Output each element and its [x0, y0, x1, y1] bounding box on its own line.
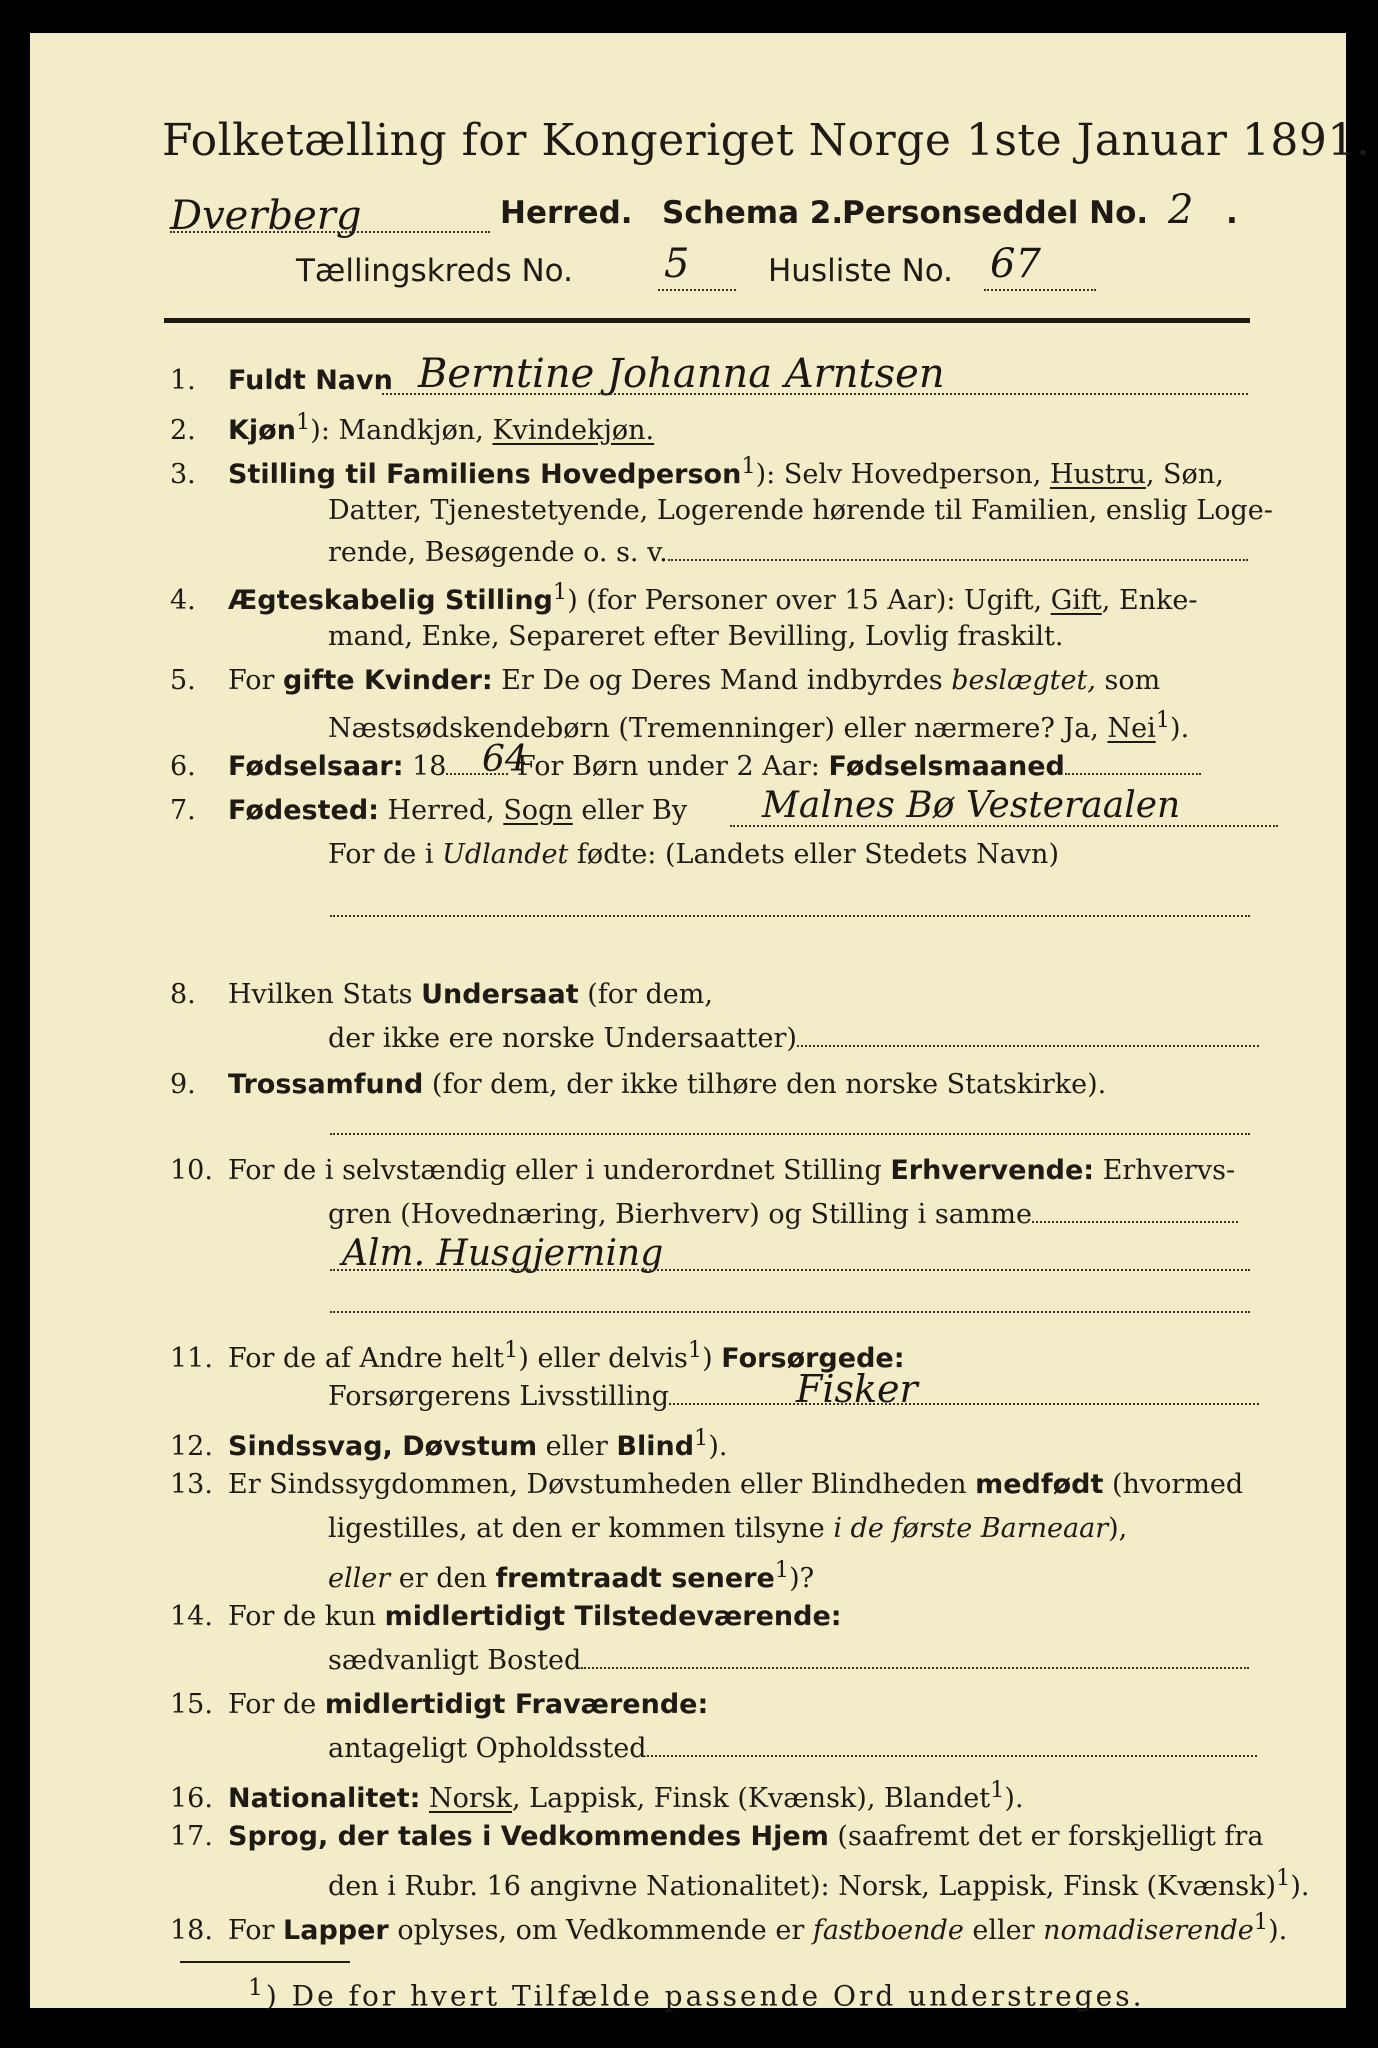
q6-text: For Børn under 2 Aar: [508, 751, 829, 782]
q5-number: 5. [170, 665, 196, 696]
q3-dotted-line [668, 539, 1248, 561]
taellingskreds-value: 5 [664, 241, 690, 287]
q12-text-b: ). [708, 1431, 728, 1462]
q18-number: 18. [170, 1915, 213, 1946]
q1-value: Berntine Johanna Arntsen [418, 351, 945, 397]
q4-label: Ægteskabelig Stilling [228, 585, 553, 616]
q3-row [170, 453, 1224, 490]
q17-line2 [328, 1865, 1310, 1902]
taellingskreds-dotted-line [658, 289, 736, 291]
q16-text-b: ). [1004, 1783, 1024, 1814]
q1-dotted-line [382, 393, 1248, 395]
q12-row [170, 1425, 728, 1462]
q2-underlined-answer: Kvindekjøn. [492, 415, 655, 446]
q10-line2 [328, 1199, 1238, 1230]
schema-label: Schema 2. [662, 195, 844, 231]
form-title: Folketælling for Kongeriget Norge 1ste Januar 1891. [162, 115, 1371, 166]
q11-line2 [328, 1381, 1259, 1412]
q14-row [170, 1601, 842, 1632]
q5-text-b: Er De og Deres Mand indbyrdes [492, 665, 952, 696]
q13-line2 [328, 1513, 1127, 1544]
q8-text-b: (for dem, [578, 979, 713, 1010]
q11-text: For de af Andre helt [228, 1343, 505, 1374]
q12-label: Sindssvag, Døvstum [228, 1431, 538, 1462]
q18-text-c: eller [963, 1915, 1044, 1946]
q11-label: Forsørgede: [721, 1343, 905, 1374]
q7-text: Herred, [378, 795, 504, 826]
q9-number: 9. [170, 1069, 196, 1100]
q2-row [170, 409, 654, 446]
q11-footnote-ref-b: 1 [687, 1337, 703, 1363]
q6-year-prefix: 18 [412, 751, 447, 782]
q14-line2-text: sædvanligt Bosted [328, 1645, 582, 1676]
q11-number: 11. [170, 1343, 213, 1374]
q7-number: 7. [170, 795, 196, 826]
q18-footnote-ref: 1 [1253, 1909, 1269, 1935]
q16-underlined-answer: Norsk [429, 1783, 513, 1814]
q3-text: ): Selv Hovedperson, [755, 459, 1050, 490]
q16-label: Nationalitet: [228, 1783, 421, 1814]
q12-label2: Blind [616, 1431, 695, 1462]
q17-footnote-ref: 1 [1276, 1865, 1291, 1891]
q4-underlined-answer: Gift [1050, 585, 1102, 616]
q3-label: Stilling til Familiens Hovedperson [228, 459, 742, 490]
q7-italic: Udlandet [442, 839, 569, 870]
q3-number: 3. [170, 459, 196, 490]
q10-value: Alm. Husgjerning [342, 1233, 664, 1274]
herred-value: Dverberg [170, 193, 362, 239]
q9-blank-line [330, 1133, 1250, 1135]
q15-line2 [328, 1733, 1257, 1764]
header-period: . [1226, 195, 1238, 231]
q10-value-line [330, 1269, 1250, 1271]
q13-number: 13. [170, 1469, 213, 1500]
footnote-rule [180, 1961, 350, 1963]
q11-value: Fisker [796, 1367, 918, 1411]
q5-line2 [328, 707, 1189, 744]
q13-italic2: eller [328, 1563, 391, 1594]
q17-row [170, 1821, 1263, 1852]
q11-text-b: ) eller delvis [518, 1343, 688, 1374]
q2-footnote-ref: 1 [295, 409, 311, 435]
husliste-label: Husliste No. [768, 253, 954, 289]
q7-dotted-line [730, 825, 1278, 827]
footnote-marker: 1 [248, 1973, 266, 2001]
q4-footnote-ref: 1 [552, 579, 568, 605]
q18-italic2: nomadiserende [1043, 1915, 1254, 1946]
q5-underlined-answer: Nei [1107, 713, 1156, 744]
q6-label2: Fødselsmaaned [828, 751, 1065, 782]
q3-underlined-answer: Hustru [1049, 459, 1146, 490]
personseddel-label: Personseddel No. [842, 195, 1149, 231]
q4-line2: mand, Enke, Separeret efter Bevilling, Lovlig fraskilt. [328, 621, 1064, 652]
q16-row [170, 1777, 1024, 1814]
q17-text: (saafremt det er forskjelligt fra [828, 1821, 1264, 1852]
footnote [248, 1973, 1144, 2012]
taellingskreds-label: Tællingskreds No. [296, 253, 573, 289]
q12-text: eller [537, 1431, 617, 1462]
q13-footnote-ref: 1 [774, 1557, 790, 1583]
q7-underlined-answer: Sogn [503, 795, 573, 826]
q6-year-value: 64 [482, 739, 528, 780]
q5-row [170, 665, 1160, 696]
q13-line2-text: ligestilles, at den er kommen tilsyne [328, 1513, 834, 1544]
q3-line2: Datter, Tjenestetyende, Logerende hørende til Familien, enslig Loge- [328, 495, 1273, 526]
q7-line2 [328, 839, 1059, 870]
q7-blank-line [330, 915, 1250, 917]
q18-text-b: oplyses, om Vedkommende er [388, 1915, 813, 1946]
q13-line3-text: er den [390, 1563, 496, 1594]
q18-row [170, 1909, 1287, 1946]
q4-number: 4. [170, 585, 196, 616]
q1-number: 1. [170, 365, 196, 396]
q5-footnote-ref: 1 [1155, 707, 1171, 733]
q13-label: medfødt [975, 1469, 1104, 1500]
q2-text: ): Mandkjøn, [310, 415, 493, 446]
q3-line3 [328, 537, 1248, 568]
q5-line2-text: Næstsødskendebørn (Tremenninger) eller nærmere? Ja, [328, 713, 1108, 744]
q9-label: Trossamfund [228, 1069, 424, 1100]
q11-footnote-ref-a: 1 [504, 1337, 519, 1363]
q6-label: Fødselsaar: [228, 751, 404, 782]
q10-number: 10. [170, 1155, 213, 1186]
q10-label: Erhvervende: [890, 1155, 1095, 1186]
q10-line2-text: gren (Hovednæring, Bierhverv) og Stilling i samme [328, 1199, 1033, 1230]
q17-line2-text: den i Rubr. 16 angivne Nationalitet): Norsk, Lappisk, Finsk (Kvænsk) [328, 1871, 1277, 1902]
q13-line3 [328, 1557, 814, 1594]
q4-text-end: , Enke- [1101, 585, 1198, 616]
husliste-dotted-line [984, 289, 1096, 291]
q14-label: midlertidigt Tilstedeværende: [384, 1601, 842, 1632]
q18-text-d: ). [1268, 1915, 1288, 1946]
q7-value: Malnes Bø Vesteraalen [762, 785, 1181, 826]
q7-label: Fødested: [228, 795, 379, 826]
q13-row [170, 1469, 1243, 1500]
q8-line2 [328, 1023, 1259, 1054]
q13-text: Er Sindssygdommen, Døvstumheden eller Blindheden [228, 1469, 976, 1500]
q3-line3-text: rende, Besøgende o. s. v. [328, 537, 668, 568]
q11-text-c: ) [702, 1343, 722, 1374]
q13-italic: i de første Barneaar [833, 1513, 1109, 1544]
q11-line2-text: Forsørgerens Livsstilling [328, 1381, 670, 1412]
q8-line2-text: der ikke ere norske Undersaatter) [328, 1023, 797, 1054]
q8-label: Undersaat [421, 979, 579, 1010]
q13-line2-end: ), [1108, 1513, 1128, 1544]
header-rule [164, 318, 1250, 323]
q3-text-end: , Søn, [1145, 459, 1224, 490]
q5-text: For [228, 665, 284, 696]
q2-number: 2. [170, 415, 196, 446]
q14-number: 14. [170, 1601, 213, 1632]
q15-label: midlertidigt Fraværende: [324, 1689, 709, 1720]
q17-text-b: ). [1290, 1871, 1310, 1902]
q15-line2-text: antageligt Opholdssted [328, 1733, 647, 1764]
q8-dotted-line [797, 1025, 1259, 1047]
q1-row [170, 365, 393, 396]
q14-line2 [328, 1645, 1249, 1676]
husliste-value: 67 [990, 241, 1041, 287]
q11-dotted-line [669, 1383, 1259, 1405]
q10-text: For de i selvstændig eller i underordnet Stilling [228, 1155, 891, 1186]
q10-blank-line [330, 1311, 1250, 1313]
q5-text-c: som [1095, 665, 1161, 696]
q7-row [170, 795, 687, 826]
census-form [30, 33, 1371, 2013]
q17-label: Sprog, der tales i Vedkommendes Hjem [228, 1821, 829, 1852]
q5-italic: beslægtet, [951, 665, 1096, 696]
q9-text: (for dem, der ikke tilhøre den norske Statskirke). [423, 1069, 1107, 1100]
q15-number: 15. [170, 1689, 213, 1720]
q4-text: ) (for Personer over 15 Aar): Ugift, [567, 585, 1051, 616]
personseddel-value: 2 [1168, 187, 1194, 233]
q16-number: 16. [170, 1783, 213, 1814]
q7-line2-end: fødte: (Landets eller Stedets Navn) [568, 839, 1059, 870]
q8-text: Hvilken Stats [228, 979, 422, 1010]
q18-label: Lapper [283, 1915, 389, 1946]
q18-text: For [228, 1915, 284, 1946]
q10-row [170, 1155, 1235, 1186]
q4-row [170, 579, 1198, 616]
q16-footnote-ref: 1 [990, 1777, 1005, 1803]
q13-label2: fremtraadt senere [495, 1563, 775, 1594]
q7-line2-text: For de i [328, 839, 443, 870]
q8-row [170, 979, 713, 1010]
q9-row [170, 1069, 1106, 1100]
q6-dotted-line [1065, 753, 1201, 775]
q8-number: 8. [170, 979, 196, 1010]
q13-text-b: (hvormed [1103, 1469, 1244, 1500]
q12-number: 12. [170, 1431, 213, 1462]
q14-dotted-line [581, 1647, 1249, 1669]
q13-line3-end: )? [789, 1563, 815, 1594]
footnote-text: ) De for hvert Tilfælde passende Ord understreges. [265, 1979, 1145, 2013]
q18-italic: fastboende [812, 1915, 964, 1946]
q15-dotted-line [647, 1735, 1257, 1757]
herred-label: Herred. [500, 195, 633, 231]
q6-row [170, 751, 1201, 782]
q16-text: , Lappisk, Finsk (Kvænsk), Blandet [512, 1783, 991, 1814]
q7-text-b: eller By [572, 795, 688, 826]
q6-number: 6. [170, 751, 196, 782]
herred-dotted-line [170, 231, 490, 233]
q11-row [170, 1337, 905, 1374]
q5-label: gifte Kvinder: [283, 665, 493, 696]
q5-line2-end: ). [1170, 713, 1190, 744]
q1-label: Fuldt Navn [228, 365, 393, 396]
q15-text: For de [228, 1689, 325, 1720]
q17-number: 17. [170, 1821, 213, 1852]
q3-footnote-ref: 1 [741, 453, 756, 479]
q10-text-b: Erhvervs- [1094, 1155, 1236, 1186]
q10-dotted-line [1032, 1201, 1238, 1223]
q15-row [170, 1689, 708, 1720]
q14-text: For de kun [228, 1601, 385, 1632]
q2-label: Kjøn [228, 415, 296, 446]
q12-footnote-ref: 1 [694, 1425, 709, 1451]
